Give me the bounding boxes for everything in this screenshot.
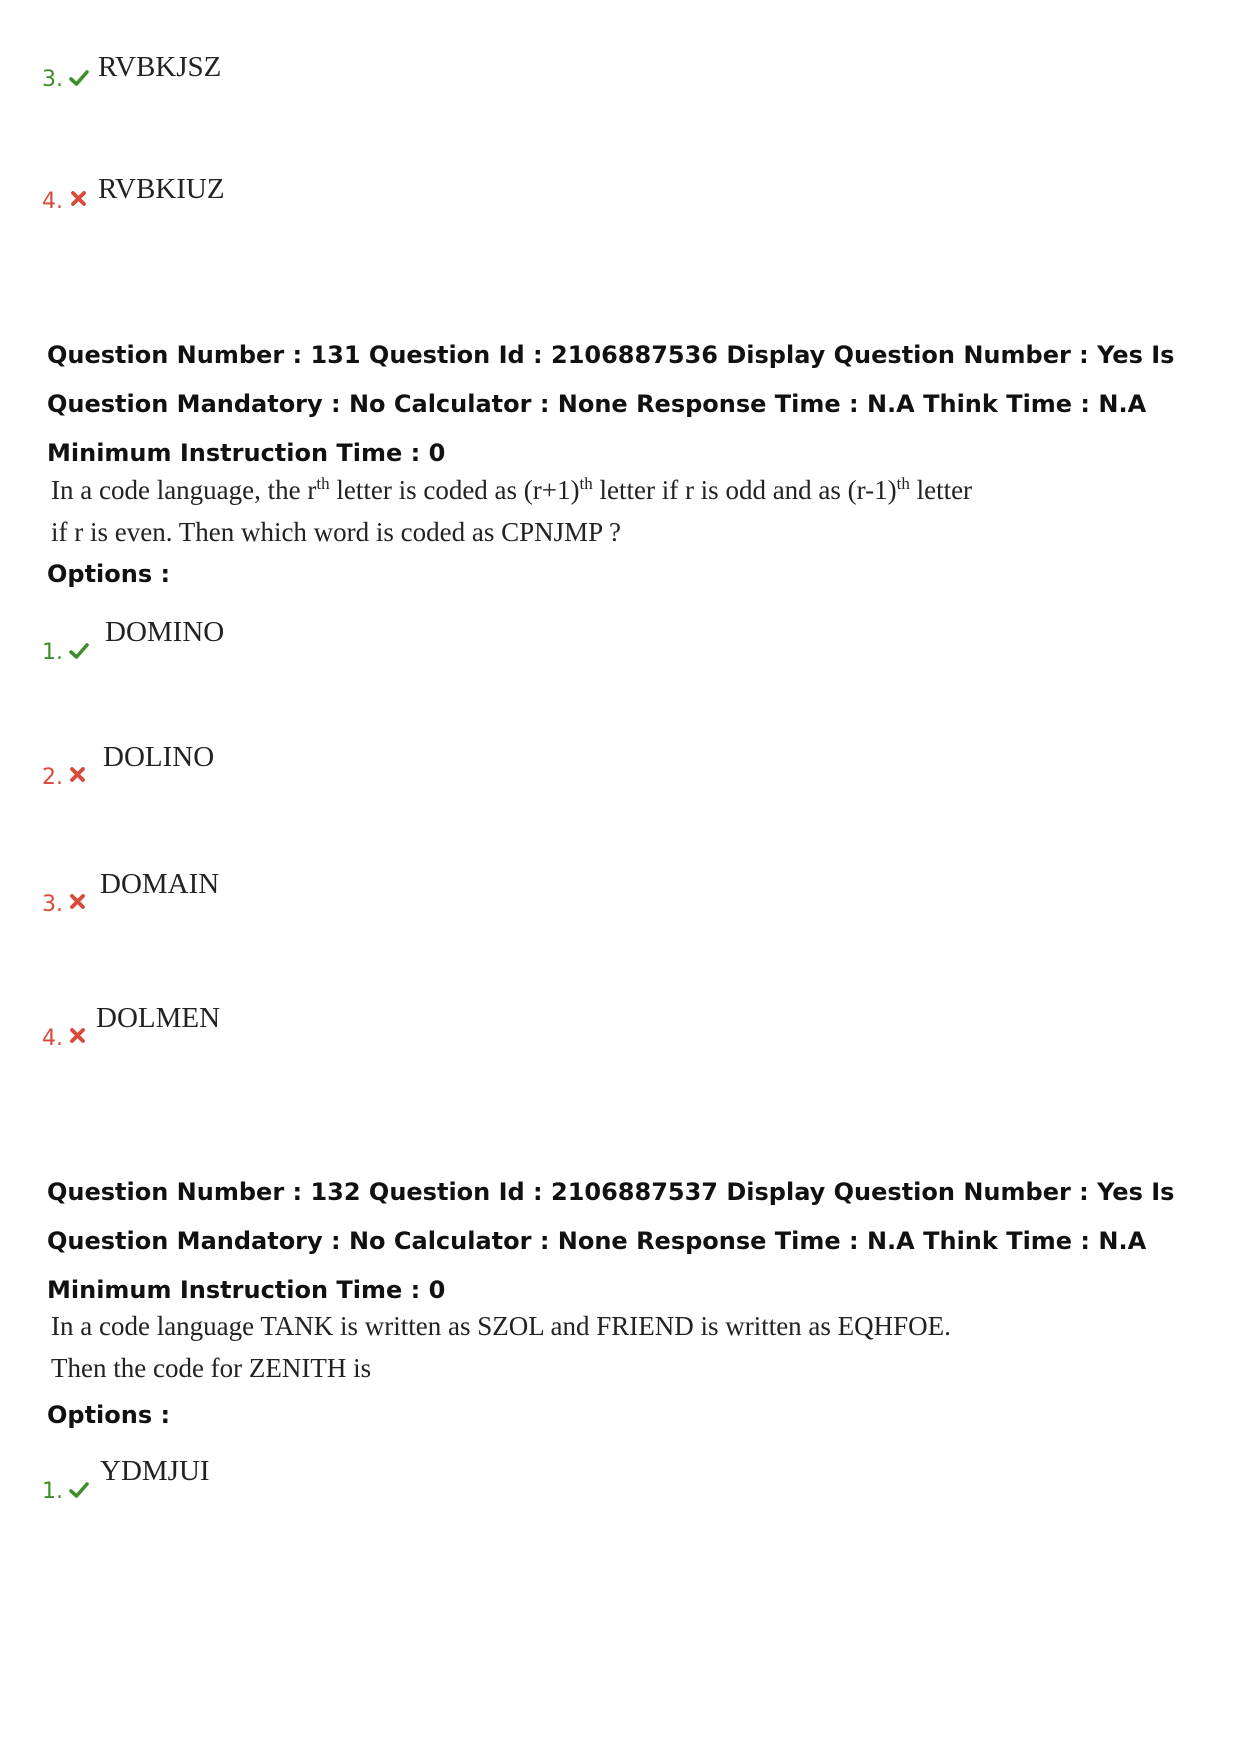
- option-number: 1.: [42, 1479, 63, 1504]
- option-number: 1.: [42, 640, 63, 665]
- option-text: RVBKJSZ: [98, 51, 222, 83]
- option-text: YDMJUI: [100, 1455, 210, 1487]
- check-icon: [68, 640, 90, 662]
- option-text: DOLMEN: [96, 1002, 221, 1034]
- question-131-line-1: In a code language, the $r^{th}$ letter is coded as $(r+1)^{th}$ letter if r is odd and as $(r-1)^{th}$ letter: [51, 474, 973, 505]
- option-text: DOMINO: [105, 616, 225, 648]
- option-text: RVBKIUZ: [98, 173, 225, 205]
- option-number: 4.: [42, 189, 63, 214]
- question-131-line-2: if r is even. Then which word is coded as CPNJMP ?: [51, 517, 621, 547]
- option-text: DOMAIN: [100, 868, 220, 900]
- options-label: Options :: [47, 560, 171, 588]
- options-label: Options :: [47, 1401, 171, 1429]
- question-132-meta: Question Number : 132 Question Id : 2106887537 Display Question Number : Yes Is Question Mandatory : No Calculator : None Response Time : N.A Think Time : N.A Minimum Instruction Time : 0: [47, 1178, 1175, 1304]
- question-131-text: [51, 463, 972, 553]
- option-number: 2.: [42, 765, 63, 790]
- cross-icon: [67, 1025, 89, 1047]
- option-number: 4.: [42, 1026, 63, 1051]
- question-132-line-2: Then the code for ZENITH is: [51, 1353, 372, 1383]
- cross-icon: [68, 188, 90, 210]
- question-132-line-1: In a code language TANK is written as SZOL and FRIEND is written as EQHFOE.: [51, 1311, 951, 1341]
- question-132-text: [51, 1305, 951, 1389]
- option-number: 3.: [42, 892, 63, 917]
- option-number: 3.: [42, 67, 63, 92]
- cross-icon: [67, 764, 89, 786]
- question-131-meta: Question Number : 131 Question Id : 2106887536 Display Question Number : Yes Is Question Mandatory : No Calculator : None Response Time : N.A Think Time : N.A Minimum Instruction Time : 0: [47, 341, 1175, 467]
- option-text: DOLINO: [103, 741, 215, 773]
- check-icon: [68, 1479, 90, 1501]
- cross-icon: [67, 891, 89, 913]
- check-icon: [68, 67, 90, 89]
